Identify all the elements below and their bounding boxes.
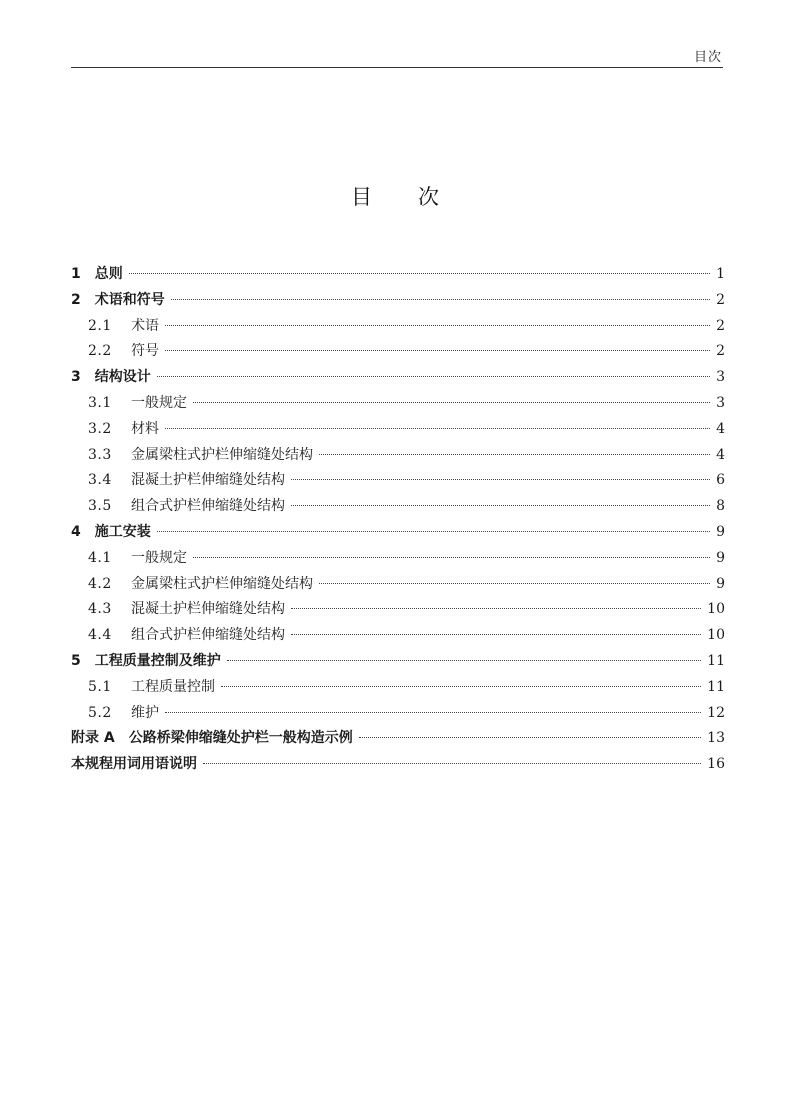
dot-leader — [193, 557, 710, 558]
toc-entry[interactable] — [71, 262, 725, 288]
toc-entry-number: 3.1 — [88, 394, 112, 411]
toc-entry[interactable] — [71, 701, 725, 727]
toc-entry[interactable] — [71, 365, 725, 391]
dot-leader — [291, 634, 701, 635]
toc-entry[interactable] — [71, 572, 725, 598]
toc-entry-page-number: 2 — [716, 317, 725, 334]
toc-entry[interactable] — [71, 520, 725, 546]
toc-entry-number: 4 — [71, 523, 81, 540]
toc-entry-number: 附录 A — [71, 730, 115, 747]
dot-leader — [227, 660, 701, 661]
toc-entry[interactable] — [71, 726, 725, 752]
toc-entry[interactable] — [71, 675, 725, 701]
toc-entry[interactable] — [71, 314, 725, 340]
toc-entry-title: 组合式护栏伸缩缝处结构 — [131, 498, 285, 515]
toc-entry[interactable] — [71, 597, 725, 623]
toc-entry-page-number: 3 — [716, 369, 725, 386]
toc-entry[interactable] — [71, 417, 725, 443]
dot-leader — [165, 325, 710, 326]
toc-entry-page-number: 8 — [716, 498, 725, 515]
toc-entry-number: 4.3 — [88, 601, 112, 618]
toc-entry-page-number: 16 — [707, 756, 725, 773]
toc-entry[interactable] — [71, 623, 725, 649]
toc-entry-title: 工程质量控制及维护 — [94, 652, 221, 669]
toc-entry-page-number: 2 — [716, 291, 725, 308]
toc-entry-title: 施工安装 — [94, 523, 151, 540]
header-rule — [71, 67, 723, 68]
toc-entry-page-number: 12 — [707, 704, 725, 721]
dot-leader — [129, 273, 710, 274]
toc-entry[interactable] — [71, 546, 725, 572]
toc-entry-page-number: 9 — [716, 575, 725, 592]
toc-entry-number: 3.3 — [88, 446, 112, 463]
toc-entry-number: 4.2 — [88, 575, 112, 592]
toc-title — [0, 181, 790, 211]
running-header: 目次 — [693, 50, 722, 65]
toc-entry-title: 术语和符号 — [94, 291, 165, 308]
toc-entry-page-number: 4 — [716, 446, 725, 463]
toc-entry-title: 本规程用词用语说明 — [71, 756, 197, 773]
toc-title-char-2: 次 — [418, 185, 439, 209]
dot-leader — [171, 299, 710, 300]
toc-entry[interactable] — [71, 468, 725, 494]
dot-leader — [319, 454, 710, 455]
toc-entry-number: 2.1 — [88, 317, 112, 334]
toc-entry-page-number: 4 — [716, 420, 725, 437]
toc-entry-title: 材料 — [131, 420, 159, 437]
toc-entry-title: 公路桥梁伸缩缝处护栏一般构造示例 — [128, 730, 353, 747]
toc-entry[interactable] — [71, 391, 725, 417]
toc-entry-title: 符号 — [131, 343, 159, 360]
toc-entry-number: 3 — [71, 369, 81, 386]
dot-leader — [165, 350, 710, 351]
toc-entry-page-number: 11 — [707, 652, 725, 669]
toc-entry-page-number: 2 — [716, 343, 725, 360]
toc-entry-title: 金属梁柱式护栏伸缩缝处结构 — [131, 446, 313, 463]
toc-entry[interactable] — [71, 339, 725, 365]
toc-entry[interactable] — [71, 288, 725, 314]
toc-entry-title: 混凝土护栏伸缩缝处结构 — [131, 472, 285, 489]
toc-entry-title: 金属梁柱式护栏伸缩缝处结构 — [131, 575, 313, 592]
toc-entry-page-number: 6 — [716, 472, 725, 489]
dot-leader — [291, 608, 701, 609]
toc-entry-page-number: 10 — [707, 627, 725, 644]
toc-title-char-1: 目 — [351, 185, 372, 209]
toc-entry-number: 1 — [71, 266, 81, 282]
dot-leader — [359, 737, 701, 738]
toc-entry-number: 5 — [71, 652, 81, 669]
toc-entry-title: 混凝土护栏伸缩缝处结构 — [131, 601, 285, 618]
toc-entry-number: 5.2 — [88, 704, 112, 721]
toc-entry-number: 2 — [71, 291, 81, 308]
toc-entry-page-number: 9 — [716, 523, 725, 540]
toc-entry[interactable] — [71, 494, 725, 520]
toc-entry-page-number: 10 — [707, 601, 725, 618]
toc-entry-page-number: 11 — [707, 678, 725, 695]
toc-entry-page-number: 3 — [716, 394, 725, 411]
dot-leader — [165, 712, 701, 713]
dot-leader — [165, 428, 710, 429]
toc-entry-number: 3.4 — [88, 472, 112, 489]
toc-entry-page-number: 1 — [716, 266, 725, 282]
dot-leader — [291, 505, 710, 506]
toc-entry-title: 维护 — [131, 704, 159, 721]
toc-entry-page-number: 9 — [716, 549, 725, 566]
toc-entry-title: 一般规定 — [131, 549, 187, 566]
toc-entry-title: 结构设计 — [94, 369, 151, 386]
toc-entry-number: 3.2 — [88, 420, 112, 437]
dot-leader — [157, 376, 710, 377]
toc-entry-number: 2.2 — [88, 343, 112, 360]
dot-leader — [193, 402, 710, 403]
toc-entry[interactable] — [71, 649, 725, 675]
toc-entry[interactable] — [71, 443, 725, 469]
dot-leader — [319, 583, 710, 584]
toc-entry-number: 4.1 — [88, 549, 112, 566]
toc-entry-number: 5.1 — [88, 678, 112, 695]
toc-entry-number: 3.5 — [88, 498, 112, 515]
toc-entry-page-number: 13 — [707, 730, 725, 747]
dot-leader — [221, 686, 701, 687]
toc-entry-title: 术语 — [131, 317, 159, 334]
toc-entry-title: 工程质量控制 — [131, 678, 215, 695]
toc-entry-title: 总则 — [94, 266, 123, 282]
toc-entry[interactable] — [71, 752, 725, 778]
toc-entry-title: 组合式护栏伸缩缝处结构 — [131, 627, 285, 644]
toc-entry-number: 4.4 — [88, 627, 112, 644]
dot-leader — [157, 531, 710, 532]
toc-entry-title: 一般规定 — [131, 394, 187, 411]
toc-list — [71, 262, 725, 778]
dot-leader — [291, 479, 710, 480]
dot-leader — [203, 763, 701, 764]
